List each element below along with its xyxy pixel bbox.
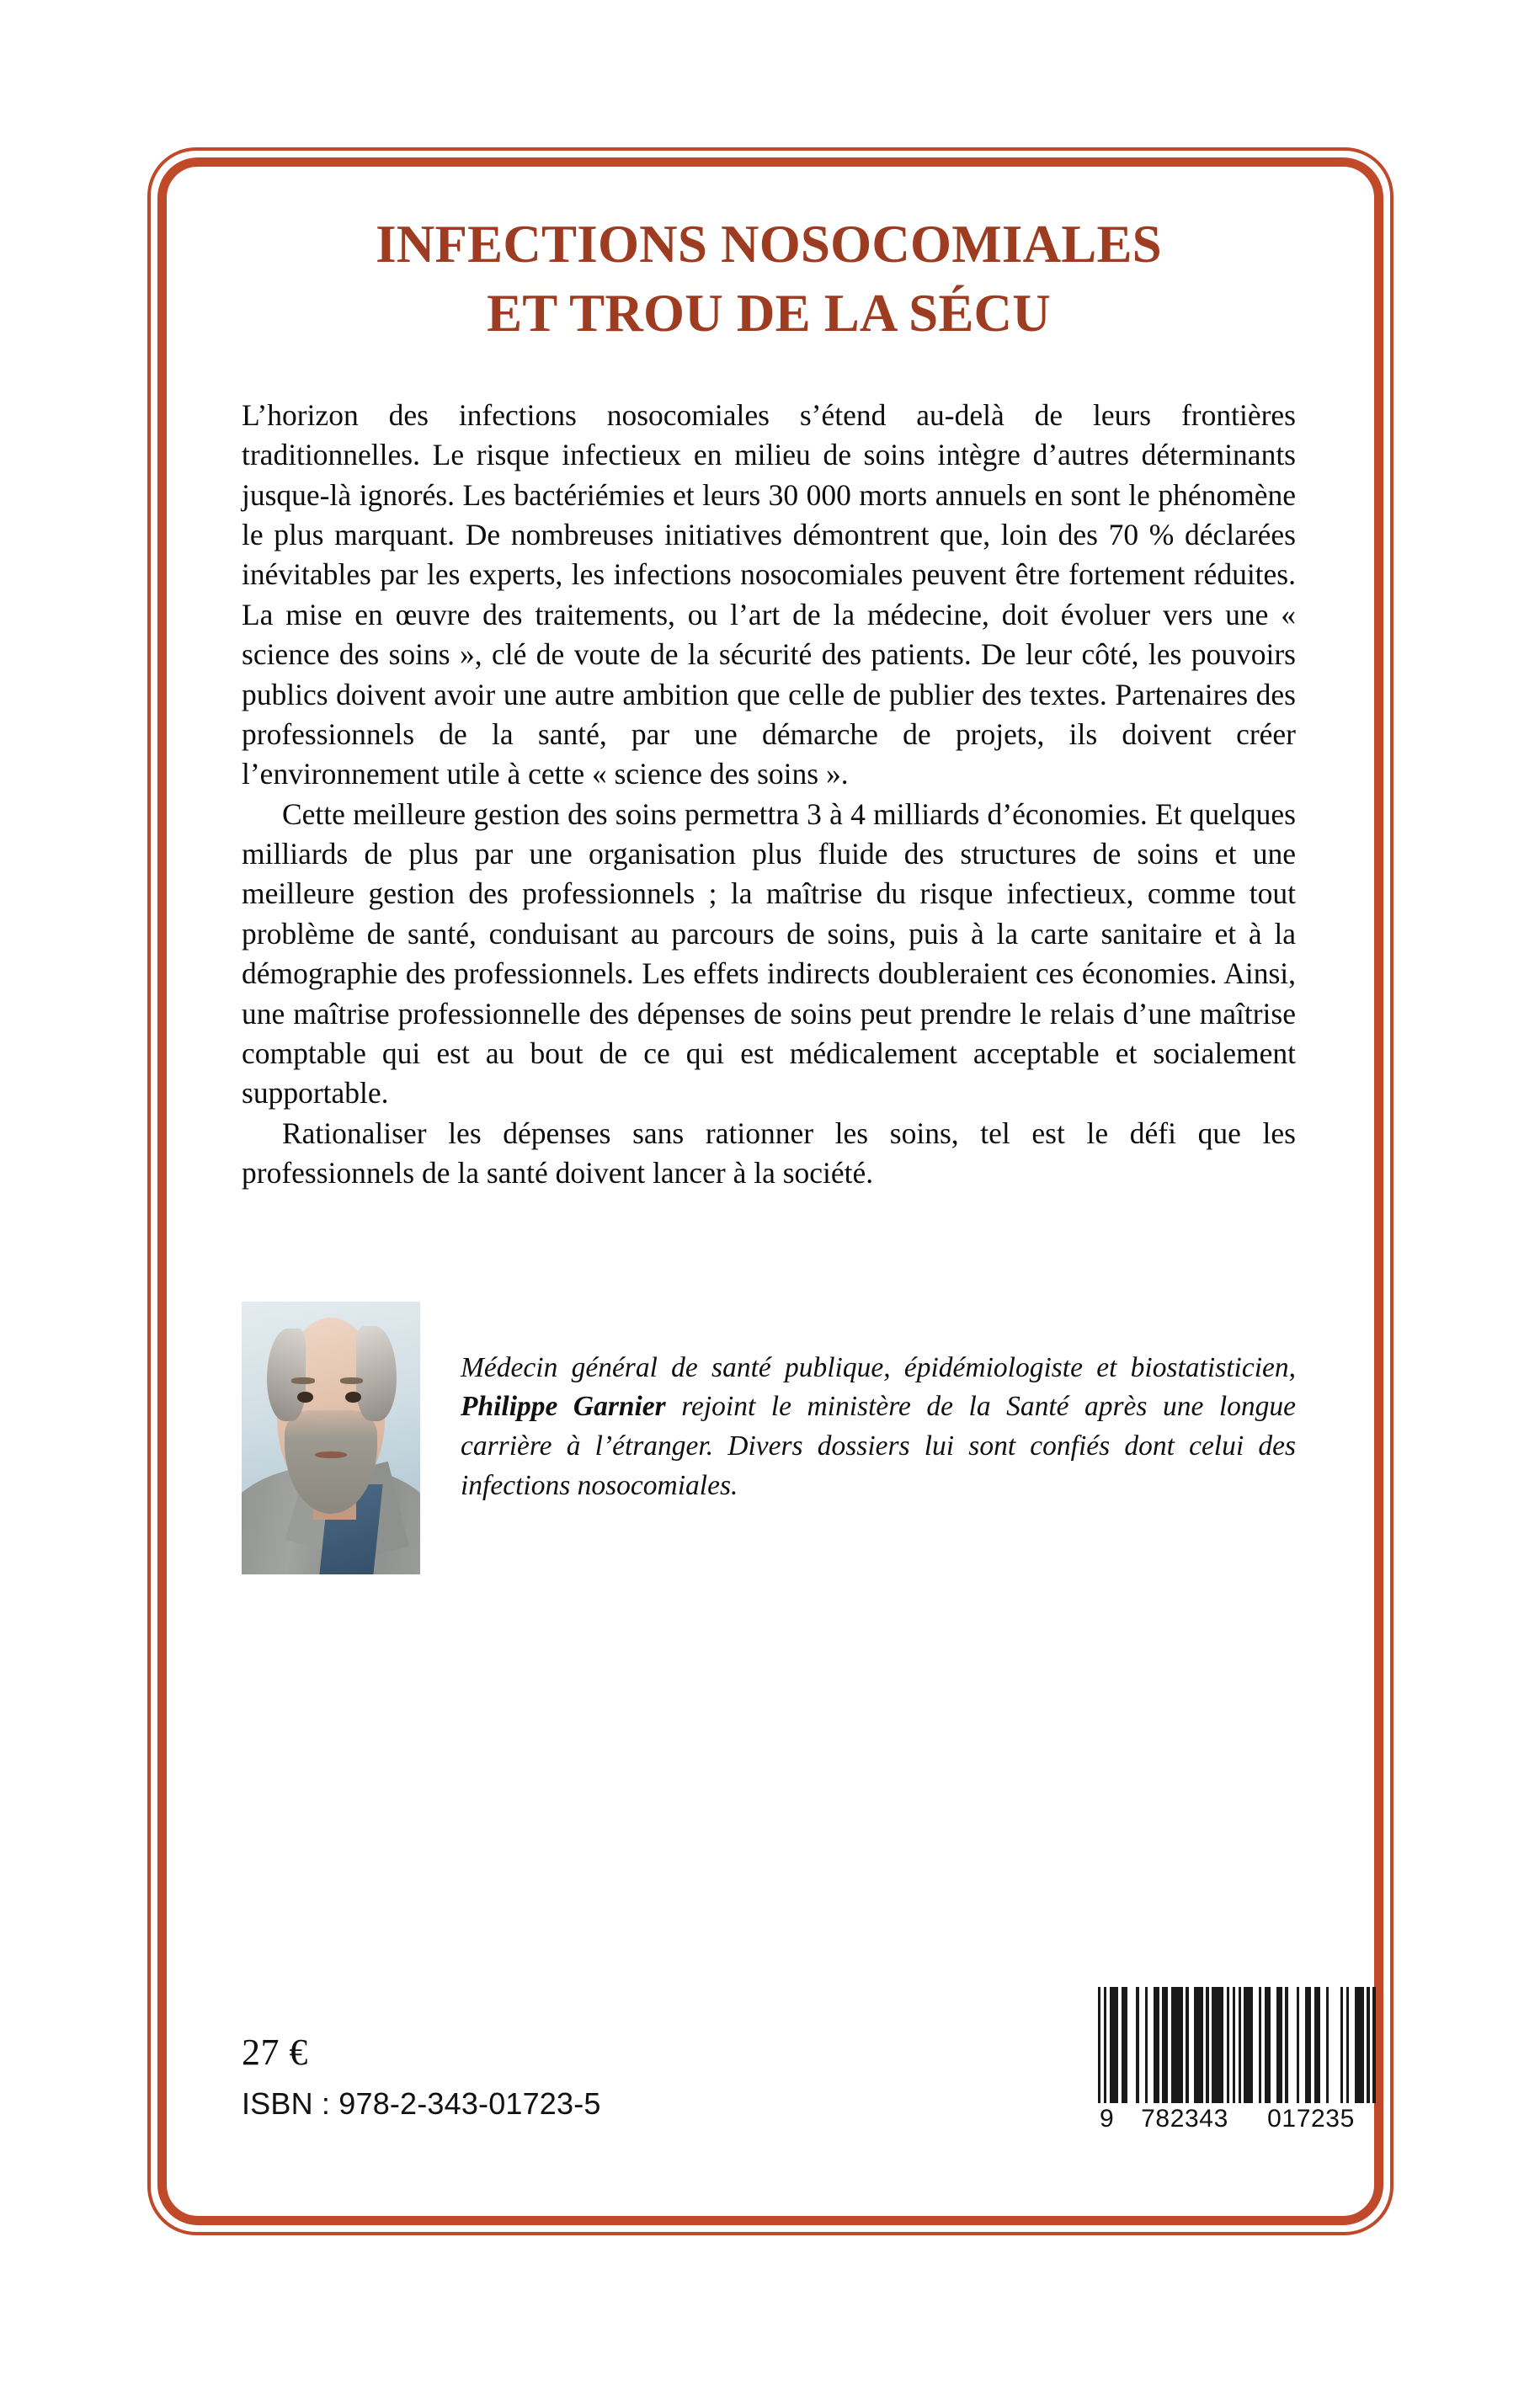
barcode-bar [1276, 1987, 1282, 2103]
portrait-brow-left [291, 1377, 315, 1384]
author-bio-text [461, 1302, 1296, 1507]
back-cover-content [242, 210, 1296, 1574]
barcode-bar [1288, 1987, 1297, 2103]
portrait-eye-right [345, 1392, 361, 1403]
bio-part-1: Médecin général de santé publique, épidémiologiste et biostatisticien, [461, 1351, 1296, 1383]
barcode-bar [1212, 1987, 1223, 2103]
portrait-mouth [315, 1451, 347, 1458]
barcode-bar [1372, 1987, 1375, 2103]
blurb-paragraph-2: Cette meilleure gestion des soins permettra 3 à 4 milliards d’économies. Et quelques milliards de plus par une organisation plus fluide des structures de soins et une meilleure gestion des professionnels ; la maîtrise du risque infectieux, comme tout problème de santé, conduisant au parcours de soins, puis à la carte sanitaire et à la démographie des professionnels. Les effets indirects doubleraient ces économies. Ainsi, une maîtrise professionnelle des dépenses de soins peut prendre le relais d’une maîtrise comptable qui est au bout de ce qui est médicalement acceptable et socialement supportable. [242, 796, 1296, 1110]
portrait-hair-left [267, 1329, 306, 1421]
barcode-bar [1265, 1987, 1271, 2103]
barcode-bar [1244, 1987, 1252, 2103]
price-label: 27 € [242, 2032, 308, 2073]
author-bio [242, 1302, 1296, 1574]
barcode-bar [1253, 1987, 1259, 2103]
isbn-label: ISBN : 978-2-343-01723-5 [242, 2086, 601, 2121]
barcode-bar [1329, 1987, 1340, 2103]
barcode-bar [1122, 1987, 1127, 2103]
barcode-bar [1162, 1987, 1168, 2103]
portrait-brow-right [340, 1377, 364, 1384]
barcode-bar [1314, 1987, 1320, 2103]
barcode-bar [1320, 1987, 1326, 2103]
barcode-bar [1189, 1987, 1195, 2103]
barcode-bar [1355, 1987, 1363, 2103]
page-title [242, 210, 1296, 349]
barcode-bar [1305, 1987, 1311, 2103]
barcode-digits [1098, 2105, 1376, 2133]
barcode-bar [1171, 1987, 1183, 2103]
blurb-text [242, 396, 1296, 1194]
barcode-bar [1139, 1987, 1145, 2103]
barcode-bars [1098, 1987, 1376, 2103]
portrait-hair-right [356, 1326, 397, 1421]
blurb-paragraph-3: Rationaliser les dépenses sans rationner les soins, tel est le défi que les professionnels de la santé doivent lancer à la société. [242, 1116, 1296, 1190]
barcode-bar [1110, 1987, 1118, 2103]
bio-part-2: rejoint le ministère de la Santé après une longue carrière à l’étranger. Divers dossiers lui sont confiés dont celui des infections nosocomiales. [461, 1391, 1296, 1502]
title-line-1: INFECTIONS NOSOCOMIALES [376, 215, 1162, 274]
author-name: Philippe Garnier [461, 1391, 666, 1423]
title-line-2: ET TROU DE LA SÉCU [487, 283, 1051, 343]
portrait-eye-left [297, 1392, 313, 1403]
barcode-group-2: 017235 [1267, 2105, 1355, 2133]
barcode-bar [1271, 1987, 1276, 2103]
cover-footer [242, 1979, 1393, 2386]
barcode-lead-digit: 9 [1100, 2105, 1115, 2133]
barcode-bar [1148, 1987, 1154, 2103]
author-photo [242, 1302, 420, 1574]
barcode-bar [1194, 1987, 1202, 2103]
barcode-group-1: 782343 [1141, 2105, 1228, 2133]
barcode-bar [1127, 1987, 1136, 2103]
barcode-bar [1154, 1987, 1159, 2103]
barcode-bar [1299, 1987, 1305, 2103]
barcode [1098, 1987, 1376, 2133]
barcode-bar [1349, 1987, 1355, 2103]
blurb-paragraph-1: L’horizon des infections nosocomiales s’étend au-delà de leurs frontières traditionnelles. Le risque infectieux en milieu de soins intègre d’autres déterminants jusque-là ignorés. Les bactériémies et leurs 30 000 morts annuels en sont le phénomène le plus marquant. De nombreuses initiatives démontrent que, loin des 70 % déclarées inévitables par les experts, les infections nosocomiales peuvent être fortement réduites. La mise en œuvre des traitements, ou l’art de la médecine, doit évoluer vers une « science des soins », clé de voute de la sécurité des patients. De leur côté, les pouvoirs publics doivent avoir une autre ambition que celle de publier des textes. Partenaires des professionnels de la santé, par une démarche de projets, ils doivent créer l’environnement utile à cette « science des soins ». [242, 397, 1296, 791]
